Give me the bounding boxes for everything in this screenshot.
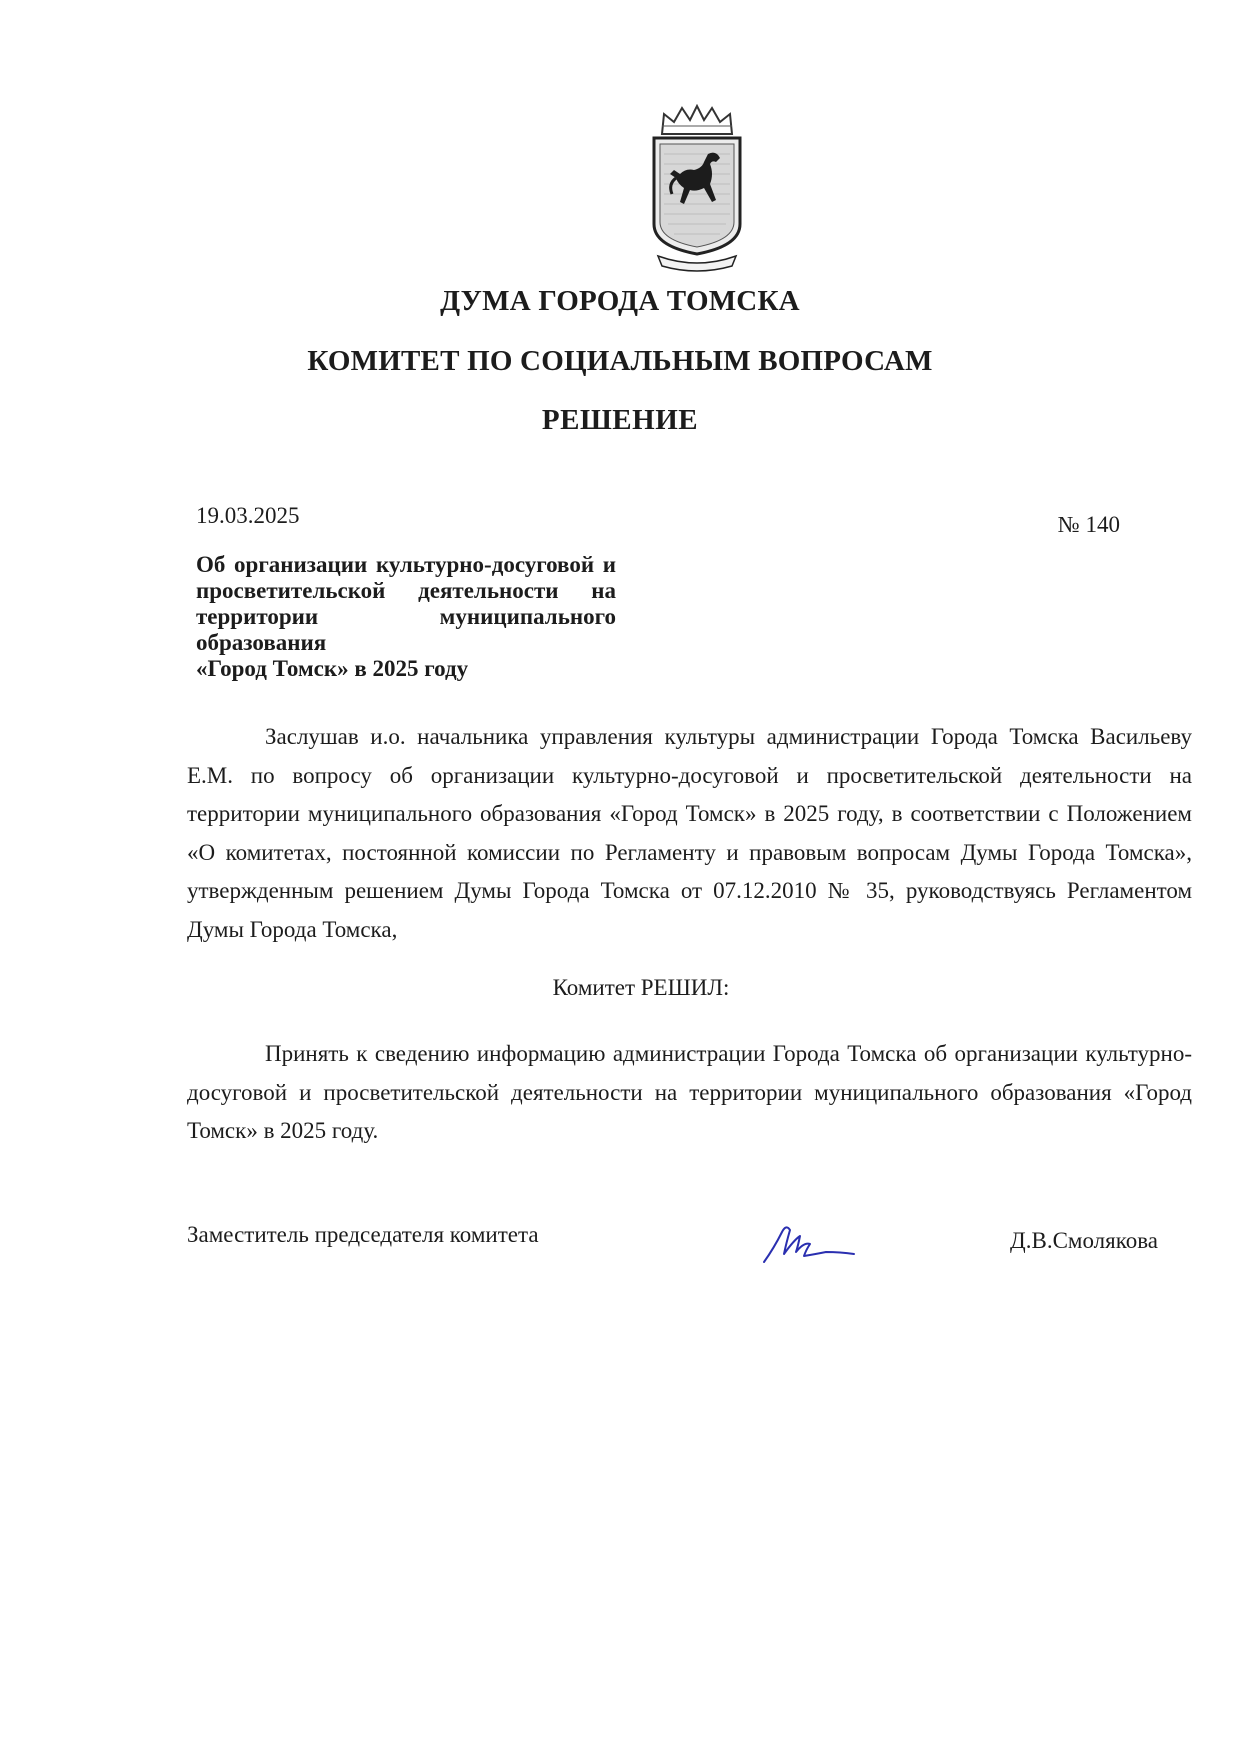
signatory-name: Д.В.Смолякова (1010, 1228, 1158, 1253)
decision-date: 19.03.2025 (196, 503, 300, 528)
tomsk-coat-of-arms-icon (650, 104, 744, 274)
document-type-title: РЕШЕНИЕ (541, 404, 699, 436)
resolved-line: Комитет РЕШИЛ: (552, 975, 730, 1000)
handwritten-signature-icon (760, 1218, 860, 1268)
signatory-title: Заместитель председателя комитета (187, 1222, 539, 1247)
decision-number: № 140 (1057, 512, 1120, 537)
preamble-paragraph: Заслушав и.о. начальника управления культуры администрации Города Томска Васильеву Е.М. по вопросу об организации культурно-досуговой и просветительской деятельности на территории муниципального образования «Город Томск» в 2025 году, в соответствии с Положением «О комитетах, постоянной комиссии по Регламенту и правовым вопросам Думы Города Томска», утвержденным решением Думы Города Томска от 07.12.2010 № 35, руководствуясь Регламентом Думы Города Томска, (187, 724, 1192, 942)
committee-title: КОМИТЕТ ПО СОЦИАЛЬНЫМ ВОПРОСАМ (307, 345, 933, 377)
subject-last-line: «Город Томск» в 2025 году (196, 656, 469, 681)
organization-title: ДУМА ГОРОДА ТОМСКА (440, 285, 800, 317)
subject-text: Об организации культурно-досуговой и просветительской деятельности на территории муниципального образования (196, 552, 616, 655)
resolution-paragraph: Принять к сведению информацию администрации Города Томска об организации культурно-досуговой и просветительской деятельности на территории муниципального образования «Город Томск» в 2025 году. (187, 1041, 1192, 1143)
decision-subject (196, 552, 616, 682)
